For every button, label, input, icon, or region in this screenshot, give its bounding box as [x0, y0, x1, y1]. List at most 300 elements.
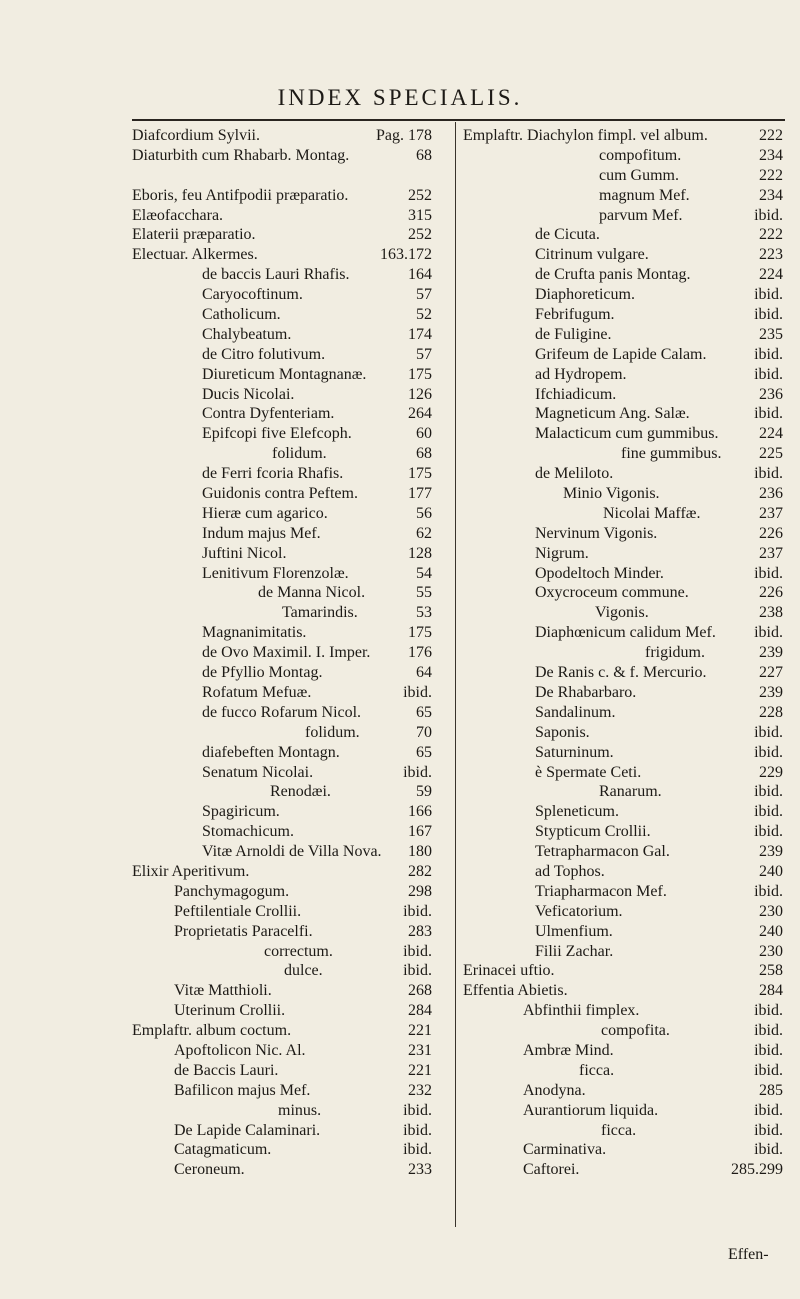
index-entry [463, 524, 783, 544]
index-entry [463, 663, 783, 683]
entry-text: ficca. [601, 1121, 637, 1139]
index-entry [132, 942, 432, 962]
entry-page: 230 [759, 942, 783, 960]
entry-page: 268 [408, 982, 432, 1000]
entry-text: Bafilicon majus Mef. [174, 1081, 311, 1099]
entry-page: 237 [759, 544, 783, 562]
index-entry [132, 166, 432, 186]
entry-text: de Pfyllio Montag. [202, 664, 323, 682]
entry-text: Diaturbith cum Rhabarb. Montag. [132, 146, 350, 164]
index-entry [463, 206, 783, 226]
entry-page: 240 [759, 862, 783, 880]
entry-page: 57 [416, 286, 432, 304]
index-entry [463, 743, 783, 763]
index-entry [132, 1160, 432, 1180]
entry-text: Caryocoftinum. [202, 286, 303, 304]
entry-page: 232 [408, 1081, 432, 1099]
index-entry [132, 265, 432, 285]
entry-page: 223 [759, 246, 783, 264]
entry-page: ibid. [754, 405, 783, 423]
header-rule [132, 119, 785, 121]
index-entry [463, 643, 783, 663]
entry-text: Apoftolicon Nic. Al. [174, 1041, 306, 1059]
entry-text: Grifeum de Lapide Calam. [535, 345, 707, 363]
entry-page: 285 [759, 1081, 783, 1099]
entry-text: de Ovo Maximil. I. Imper. [202, 644, 371, 662]
index-entry [132, 146, 432, 166]
entry-text: Veficatorium. [535, 902, 623, 920]
index-entry [132, 325, 432, 345]
entry-page: ibid. [403, 1101, 432, 1119]
entry-page: 231 [408, 1041, 432, 1059]
entry-text: Proprietatis Paracelfi. [174, 922, 313, 940]
index-entry [132, 822, 432, 842]
index-entry [463, 1140, 783, 1160]
index-entry [132, 603, 432, 623]
index-entry [132, 782, 432, 802]
index-entry [463, 285, 783, 305]
entry-text: Diaphœnicum calidum Mef. [535, 624, 716, 642]
entry-page: 235 [759, 325, 783, 343]
entry-text: de Meliloto. [535, 465, 614, 483]
entry-page: 70 [416, 723, 432, 741]
entry-page: 166 [408, 803, 432, 821]
entry-text: Juftini Nicol. [202, 544, 287, 562]
entry-page: 315 [408, 206, 432, 224]
entry-text: de fucco Rofarum Nicol. [202, 703, 362, 721]
index-entry [132, 285, 432, 305]
entry-page: 54 [416, 564, 432, 582]
entry-page: 177 [408, 485, 432, 503]
entry-page: 175 [408, 365, 432, 383]
index-entry [463, 822, 783, 842]
entry-page: 230 [759, 902, 783, 920]
entry-text: folidum. [305, 723, 360, 741]
entry-page: ibid. [754, 1022, 783, 1040]
index-entry [132, 564, 432, 584]
entry-text: Ifchiadicum. [535, 385, 617, 403]
index-entry [463, 763, 783, 783]
index-entry [132, 365, 432, 385]
entry-text: Oxycroceum commune. [535, 584, 689, 602]
entry-text: Spagiricum. [202, 803, 280, 821]
index-entry [132, 922, 432, 942]
index-entry [132, 802, 432, 822]
entry-page: 60 [416, 425, 432, 443]
entry-page: 252 [408, 186, 432, 204]
entry-text: Magnanimitatis. [202, 624, 307, 642]
index-entry [132, 763, 432, 783]
entry-text: Uterinum Crollii. [174, 1002, 286, 1020]
entry-text: Indum majus Mef. [202, 524, 321, 542]
entry-page: ibid. [754, 306, 783, 324]
entry-text: ad Hydropem. [535, 365, 627, 383]
index-entry [463, 424, 783, 444]
entry-text: Erinacei uftio. [463, 962, 555, 980]
entry-page: 221 [408, 1061, 432, 1079]
entry-text: Catagmaticum. [174, 1141, 272, 1159]
entry-text: Aurantiorum liquida. [523, 1101, 659, 1119]
index-entry [463, 564, 783, 584]
entry-page: 222 [759, 127, 783, 144]
entry-text: magnum Mef. [599, 186, 690, 204]
entry-text: Tamarindis. [282, 604, 358, 622]
entry-text: de Baccis Lauri. [174, 1061, 279, 1079]
entry-page: 239 [759, 683, 783, 701]
entry-text: Hieræ cum agarico. [202, 504, 328, 522]
index-entry [132, 1140, 432, 1160]
entry-text: de Ferri fcoria Rhafis. [202, 465, 344, 483]
index-entry [463, 583, 783, 603]
entry-page: ibid. [754, 465, 783, 483]
index-entry [132, 464, 432, 484]
entry-text: Abfinthii fimplex. [523, 1002, 640, 1020]
entry-text: Sandalinum. [535, 703, 616, 721]
index-entry [132, 583, 432, 603]
entry-page: ibid. [403, 1121, 432, 1139]
entry-page: 175 [408, 465, 432, 483]
entry-page: ibid. [403, 1141, 432, 1159]
entry-text: compofitum. [599, 146, 682, 164]
index-entry [463, 225, 783, 245]
index-entry [132, 1061, 432, 1081]
entry-text: Chalybeatum. [202, 325, 292, 343]
entry-page: 298 [408, 882, 432, 900]
entry-page: 68 [416, 445, 432, 463]
entry-page: ibid. [403, 763, 432, 781]
index-entry [132, 1121, 432, 1141]
index-entry [132, 524, 432, 544]
entry-page: ibid. [754, 1061, 783, 1079]
entry-text: Guidonis contra Peftem. [202, 485, 358, 503]
entry-text: Diureticum Montagnanæ. [202, 365, 367, 383]
entry-page: 164 [408, 266, 432, 284]
index-entry [463, 842, 783, 862]
index-entry [463, 942, 783, 962]
entry-page: ibid. [754, 783, 783, 801]
entry-page: ibid. [403, 902, 432, 920]
entry-page: 285.299 [731, 1161, 783, 1179]
entry-text: Elæofacchara. [132, 206, 224, 224]
entry-text: Triapharmacon Mef. [535, 882, 667, 900]
catchword: Effen- [728, 1246, 769, 1263]
entry-page: ibid. [754, 1141, 783, 1159]
entry-text: de Crufta panis Montag. [535, 266, 691, 284]
entry-page: 283 [408, 922, 432, 940]
entry-page: 226 [759, 584, 783, 602]
entry-page: 240 [759, 922, 783, 940]
entry-text: parvum Mef. [599, 206, 683, 224]
index-entry [132, 961, 432, 981]
entry-text: Vigonis. [595, 604, 649, 622]
entry-text: Emplaftr. album coctum. [132, 1022, 292, 1040]
entry-page: 57 [416, 345, 432, 363]
index-entry [463, 862, 783, 882]
entry-page: ibid. [754, 345, 783, 363]
entry-page: 56 [416, 504, 432, 522]
entry-page: 224 [759, 266, 783, 284]
entry-page: 222 [759, 226, 783, 244]
index-entry [463, 1081, 783, 1101]
entry-text: Emplaftr. Diachylon fimpl. vel album. [463, 127, 708, 144]
entry-text: Vitæ Arnoldi de Villa Nova. [202, 843, 382, 861]
entry-page: 176 [408, 644, 432, 662]
index-entry [132, 1041, 432, 1061]
entry-text: Renodæi. [270, 783, 331, 801]
entry-page: 234 [759, 186, 783, 204]
index-entry [463, 444, 783, 464]
entry-page: ibid. [754, 803, 783, 821]
entry-text: Elaterii præparatio. [132, 226, 256, 244]
entry-text: De Rhabarbaro. [535, 683, 637, 701]
entry-page: 52 [416, 306, 432, 324]
index-entry [132, 385, 432, 405]
index-entry [132, 305, 432, 325]
index-entry [463, 1061, 783, 1081]
entry-page: 284 [408, 1002, 432, 1020]
entry-page: 221 [408, 1022, 432, 1040]
entry-page: 238 [759, 604, 783, 622]
entry-page: ibid. [754, 564, 783, 582]
entry-text: è Spermate Ceti. [535, 763, 642, 781]
entry-page: ibid. [754, 1041, 783, 1059]
entry-text: cum Gumm. [599, 166, 679, 184]
entry-page: 167 [408, 823, 432, 841]
entry-page: 222 [759, 166, 783, 184]
index-entry [132, 245, 432, 265]
entry-text: Tetrapharmacon Gal. [535, 843, 670, 861]
entry-text: Rofatum Mefuæ. [202, 683, 312, 701]
entry-page: 236 [759, 385, 783, 403]
entry-text: Caftorei. [523, 1161, 580, 1179]
index-entry [132, 842, 432, 862]
entry-page: 128 [408, 544, 432, 562]
entry-text: Senatum Nicolai. [202, 763, 314, 781]
entry-page: 175 [408, 624, 432, 642]
entry-text: Citrinum vulgare. [535, 246, 649, 264]
entry-text: correctum. [264, 942, 333, 960]
entry-page: ibid. [754, 823, 783, 841]
entry-text: Malacticum cum gummibus. [535, 425, 719, 443]
entry-text: Catholicum. [202, 306, 281, 324]
index-entry [463, 623, 783, 643]
index-entry [463, 723, 783, 743]
entry-text: frigidum. [645, 644, 705, 662]
entry-text: Stomachicum. [202, 823, 294, 841]
index-entry [463, 186, 783, 206]
left-index-column [132, 126, 432, 1180]
entry-page: 237 [759, 504, 783, 522]
entry-page: ibid. [754, 882, 783, 900]
entry-page: 227 [759, 664, 783, 682]
column-divider [455, 122, 456, 1227]
index-entry [132, 663, 432, 683]
entry-page: 224 [759, 425, 783, 443]
index-entry [132, 504, 432, 524]
entry-page: ibid. [754, 624, 783, 642]
index-entry [132, 225, 432, 245]
entry-text: Carminativa. [523, 1141, 607, 1159]
entry-page: 239 [759, 843, 783, 861]
entry-page: 228 [759, 703, 783, 721]
entry-text: Saturninum. [535, 743, 614, 761]
entry-text: Nervinum Vigonis. [535, 524, 658, 542]
entry-page: ibid. [754, 1101, 783, 1119]
index-entry [463, 126, 783, 146]
entry-text: Nicolai Maffæ. [603, 504, 701, 522]
index-entry [463, 1101, 783, 1121]
index-entry [132, 882, 432, 902]
entry-page: Pag. 178 [376, 127, 432, 144]
entry-text: de Manna Nicol. [258, 584, 366, 602]
entry-text: Epifcopi five Elefcoph. [202, 425, 352, 443]
entry-page: 234 [759, 146, 783, 164]
entry-text: Contra Dyfenteriam. [202, 405, 335, 423]
entry-page: 53 [416, 604, 432, 622]
entry-text: Peftilentiale Crollii. [174, 902, 302, 920]
entry-page: 258 [759, 962, 783, 980]
index-entry [132, 683, 432, 703]
index-entry [463, 504, 783, 524]
index-entry [463, 981, 783, 1001]
index-entry [132, 743, 432, 763]
index-entry [132, 862, 432, 882]
entry-text: Opodeltoch Minder. [535, 564, 664, 582]
index-entry [463, 802, 783, 822]
entry-text: Ducis Nicolai. [202, 385, 295, 403]
entry-text: de baccis Lauri Rhafis. [202, 266, 350, 284]
index-entry [463, 1001, 783, 1021]
entry-text: Effentia Abietis. [463, 982, 568, 1000]
entry-text: Nigrum. [535, 544, 589, 562]
entry-page: ibid. [754, 365, 783, 383]
entry-page: 252 [408, 226, 432, 244]
index-entry [463, 484, 783, 504]
entry-text: Lenitivum Florenzolæ. [202, 564, 349, 582]
entry-page: 233 [408, 1161, 432, 1179]
index-entry [463, 603, 783, 623]
entry-text: diafebeften Montagn. [202, 743, 340, 761]
entry-page: 163.172 [380, 246, 432, 264]
entry-text: de Citro folutivum. [202, 345, 326, 363]
index-entry [463, 882, 783, 902]
entry-text: Filii Zachar. [535, 942, 614, 960]
entry-page: 59 [416, 783, 432, 801]
entry-page: 180 [408, 843, 432, 861]
entry-page: 226 [759, 524, 783, 542]
entry-text: Minio Vigonis. [563, 485, 660, 503]
entry-text: de Cicuta. [535, 226, 600, 244]
index-entry [463, 166, 783, 186]
index-entry [132, 544, 432, 564]
index-entry [132, 1001, 432, 1021]
index-entry [132, 186, 432, 206]
entry-text: Ceroneum. [174, 1161, 245, 1179]
index-entry [463, 464, 783, 484]
index-entry [132, 981, 432, 1001]
index-entry [463, 902, 783, 922]
index-entry [132, 703, 432, 723]
entry-text: Magneticum Ang. Salæ. [535, 405, 690, 423]
entry-page: ibid. [754, 286, 783, 304]
index-entry [132, 484, 432, 504]
entry-page: ibid. [403, 683, 432, 701]
entry-text: Elixir Aperitivum. [132, 862, 250, 880]
index-entry [132, 643, 432, 663]
entry-text: dulce. [284, 962, 323, 980]
entry-page: 68 [416, 146, 432, 164]
index-entry [463, 265, 783, 285]
entry-text: Eboris, feu Antifpodii præparatio. [132, 186, 349, 204]
index-entry [132, 404, 432, 424]
entry-page: 282 [408, 862, 432, 880]
index-entry [463, 782, 783, 802]
entry-text: de Fuligine. [535, 325, 612, 343]
entry-text: Diaphoreticum. [535, 286, 635, 304]
index-entry [132, 623, 432, 643]
index-entry [463, 1041, 783, 1061]
index-entry [463, 703, 783, 723]
index-entry [463, 404, 783, 424]
index-entry [463, 345, 783, 365]
index-entry [132, 1101, 432, 1121]
index-entry [132, 723, 432, 743]
entry-page: ibid. [754, 723, 783, 741]
index-entry [463, 683, 783, 703]
entry-text: De Ranis c. & f. Mercurio. [535, 664, 707, 682]
index-entry [132, 424, 432, 444]
entry-page: ibid. [754, 206, 783, 224]
entry-text: folidum. [272, 445, 327, 463]
index-entry [463, 922, 783, 942]
entry-page: ibid. [403, 942, 432, 960]
entry-text: ficca. [579, 1061, 615, 1079]
index-entry [463, 305, 783, 325]
index-entry [463, 245, 783, 265]
right-index-column [463, 126, 783, 1180]
index-entry [463, 1121, 783, 1141]
entry-text: Stypticum Crollii. [535, 823, 651, 841]
index-entry [132, 345, 432, 365]
entry-page: 64 [416, 664, 432, 682]
entry-page: 236 [759, 485, 783, 503]
page-title: INDEX SPECIALIS. [277, 85, 523, 110]
entry-page: 126 [408, 385, 432, 403]
entry-text: Electuar. Alkermes. [132, 246, 258, 264]
index-entry [463, 146, 783, 166]
entry-text: Saponis. [535, 723, 590, 741]
entry-text: Diafcordium Sylvii. [132, 127, 260, 144]
index-entry [132, 126, 432, 146]
entry-page: ibid. [754, 743, 783, 761]
index-entry [132, 1081, 432, 1101]
entry-text: Ambræ Mind. [523, 1041, 614, 1059]
entry-text: Spleneticum. [535, 803, 619, 821]
entry-page: 225 [759, 445, 783, 463]
entry-page: ibid. [754, 1121, 783, 1139]
entry-page: ibid. [754, 1002, 783, 1020]
index-entry [463, 365, 783, 385]
entry-text: fine gummibus. [621, 445, 722, 463]
entry-page: 65 [416, 703, 432, 721]
index-entry [463, 385, 783, 405]
index-entry [463, 544, 783, 564]
entry-text: Ranarum. [599, 783, 662, 801]
index-entry [463, 961, 783, 981]
entry-text: minus. [278, 1101, 322, 1119]
entry-text: De Lapide Calaminari. [174, 1121, 321, 1139]
entry-page: 55 [416, 584, 432, 602]
